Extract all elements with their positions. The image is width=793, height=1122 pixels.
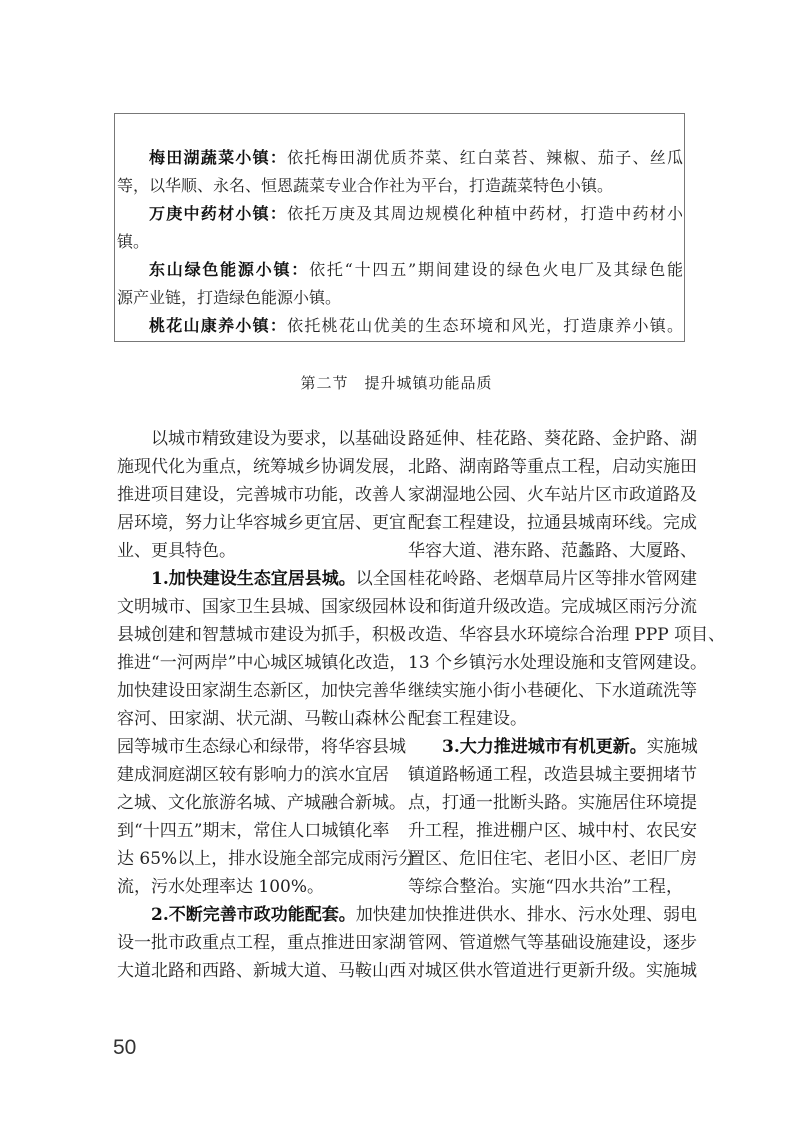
text-line xyxy=(117,481,406,509)
line-text: 达 65%以上，排水设施全部完成雨污分 xyxy=(117,849,416,869)
text-line xyxy=(408,621,726,649)
text-line xyxy=(408,929,697,957)
line-text: 源产业链，打造绿色能源小镇。 xyxy=(117,288,342,307)
text-line xyxy=(408,789,697,817)
text-line xyxy=(117,228,683,256)
text-line xyxy=(408,481,697,509)
line-text: 改造、华容县水环境综合治理 PPP 项目、 xyxy=(408,625,726,645)
line-text: 设和街道升级改造。完成城区雨污分流 xyxy=(408,597,697,617)
line-text: 升工程，推进棚户区、城中村、农民安 xyxy=(408,821,697,841)
right-column xyxy=(408,425,726,985)
line-text: 施现代化为重点，统筹城乡协调发展， xyxy=(117,457,406,477)
line-text: 管网、管道燃气等基础设施建设，逐步 xyxy=(408,933,697,953)
text-line xyxy=(408,817,697,845)
text-line xyxy=(117,425,406,453)
line-text: 镇。 xyxy=(117,232,150,251)
line-text: 居环境，努力让华容城乡更宜居、更宜 xyxy=(117,513,406,533)
text-line xyxy=(117,537,379,565)
line-text: 北路、湖南路等重点工程，启动实施田 xyxy=(408,457,697,477)
line-text: 对城区供水管道进行更新升级。实施城 xyxy=(408,961,697,981)
line-text: 业、更具特色。 xyxy=(117,541,236,561)
text-line xyxy=(408,453,697,481)
text-line xyxy=(408,957,697,985)
text-line xyxy=(408,565,697,593)
section-heading: 第二节 提升城镇功能品质 xyxy=(300,374,493,392)
line-text: 华容大道、港东路、范蠡路、大厦路、 xyxy=(408,541,697,561)
line-text: 家湖湿地公园、火车站片区市政道路及 xyxy=(408,485,697,505)
text-line xyxy=(117,593,406,621)
line-text: 依托“十四五”期间建设的绿色火电厂及其绿色能 xyxy=(309,260,683,279)
line-text: 以城市精致建设为要求，以基础设 xyxy=(151,429,406,449)
line-text: 县城创建和智慧城市建设为抓手，积极 xyxy=(117,625,406,645)
text-line xyxy=(117,901,407,929)
line-text: 推进“一河两岸”中心城区城镇化改造， xyxy=(117,653,407,673)
line-text: 配套工程建设，拉通县城南环线。完成 xyxy=(408,513,697,533)
line-text: 以全国 xyxy=(355,569,407,589)
text-line xyxy=(117,677,406,705)
line-text: 流，污水处理率达 100%。 xyxy=(117,877,325,897)
text-line xyxy=(408,425,697,453)
bold-lead: 3.大力推进城市有机更新。 xyxy=(442,737,647,757)
line-text: 园等城市生态绿心和绿带，将华容县城 xyxy=(117,737,406,757)
text-line xyxy=(117,845,416,873)
line-text: 加快建设田家湖生态新区，加快完善华 xyxy=(117,681,406,701)
text-line xyxy=(408,733,698,761)
line-text: 加快推进供水、排水、污水处理、弱电 xyxy=(408,905,697,925)
bold-lead: 桃花山康养小镇： xyxy=(149,316,288,335)
text-line xyxy=(408,901,697,929)
text-line xyxy=(117,649,407,677)
line-text: 加快建 xyxy=(355,905,407,925)
line-text: 文明城市、国家卫生县城、国家级园林 xyxy=(117,597,406,617)
text-line xyxy=(408,649,708,677)
line-text: 点，打通一批断头路。实施居住环境提 xyxy=(408,793,697,813)
text-line xyxy=(117,453,406,481)
text-line xyxy=(408,705,683,733)
text-line xyxy=(117,172,683,200)
line-text: 依托桃花山优美的生态环境和风光，打造康养小镇。 xyxy=(287,316,683,335)
line-text: 配套工程建设。 xyxy=(408,709,527,729)
text-line xyxy=(117,817,390,845)
line-text: 置区、危旧住宅、老旧小区、老旧厂房 xyxy=(408,849,697,869)
text-line xyxy=(408,761,697,789)
bold-lead: 2.不断完善市政功能配套。 xyxy=(151,905,356,925)
text-line xyxy=(117,312,683,340)
text-line xyxy=(117,873,379,901)
text-line xyxy=(408,537,697,565)
text-line xyxy=(408,677,697,705)
bold-lead: 1.加快建设生态宜居县城。 xyxy=(151,569,356,589)
line-text: 等，以华顺、永名、恒恩蔬菜专业合作社为平台，打造蔬菜特色小镇。 xyxy=(117,176,614,195)
left-column xyxy=(117,425,416,985)
line-text: 等综合整治。实施“四水共治”工程， xyxy=(408,877,683,897)
text-line xyxy=(117,621,406,649)
line-text: 镇道路畅通工程，改造县城主要拥堵节 xyxy=(408,765,697,785)
text-line xyxy=(117,957,406,985)
text-line xyxy=(117,929,406,957)
text-line xyxy=(117,705,406,733)
line-text: 建成洞庭湖区较有影响力的滨水宜居 xyxy=(117,765,389,785)
text-line xyxy=(117,284,683,312)
bold-lead: 东山绿色能源小镇： xyxy=(149,260,310,279)
page-number: 50 xyxy=(113,1036,137,1059)
box-text xyxy=(117,144,683,340)
text-line xyxy=(408,509,697,537)
text-line xyxy=(408,593,697,621)
line-text: 推进项目建设，完善城市功能，改善人 xyxy=(117,485,406,505)
line-text: 依托梅田湖优质芥菜、红白菜苔、辣椒、茄子、丝瓜 xyxy=(287,148,683,167)
line-text: 依托万庚及其周边规模化种植中药材，打造中药材小 xyxy=(287,204,683,223)
line-text: 之城、文化旅游名城、产城融合新城。 xyxy=(117,793,406,813)
line-text: 大道北路和西路、新城大道、马鞍山西 xyxy=(117,961,406,981)
text-line xyxy=(117,761,389,789)
line-text: 实施城 xyxy=(646,737,698,757)
line-text: 容河、田家湖、状元湖、马鞍山森林公 xyxy=(117,709,406,729)
line-text: 路延伸、桂花路、葵花路、金护路、湖 xyxy=(408,429,697,449)
text-line xyxy=(117,509,406,537)
text-line xyxy=(117,256,683,284)
bold-lead: 梅田湖蔬菜小镇： xyxy=(149,148,288,167)
line-text: 设一批市政重点工程，重点推进田家湖 xyxy=(117,933,406,953)
bold-lead: 万庚中药材小镇： xyxy=(149,204,288,223)
text-line xyxy=(117,565,407,593)
text-line xyxy=(117,144,683,172)
text-line xyxy=(408,873,683,901)
line-text: 桂花岭路、老烟草局片区等排水管网建 xyxy=(408,569,697,589)
line-text: 继续实施小街小巷硬化、下水道疏洗等 xyxy=(408,681,697,701)
text-line xyxy=(117,733,406,761)
text-line xyxy=(117,789,406,817)
text-line xyxy=(408,845,697,873)
line-text: 到“十四五”期末，常住人口城镇化率 xyxy=(117,821,390,841)
text-line xyxy=(117,200,683,228)
line-text: 13 个乡镇污水处理设施和支管网建设。 xyxy=(408,653,708,673)
